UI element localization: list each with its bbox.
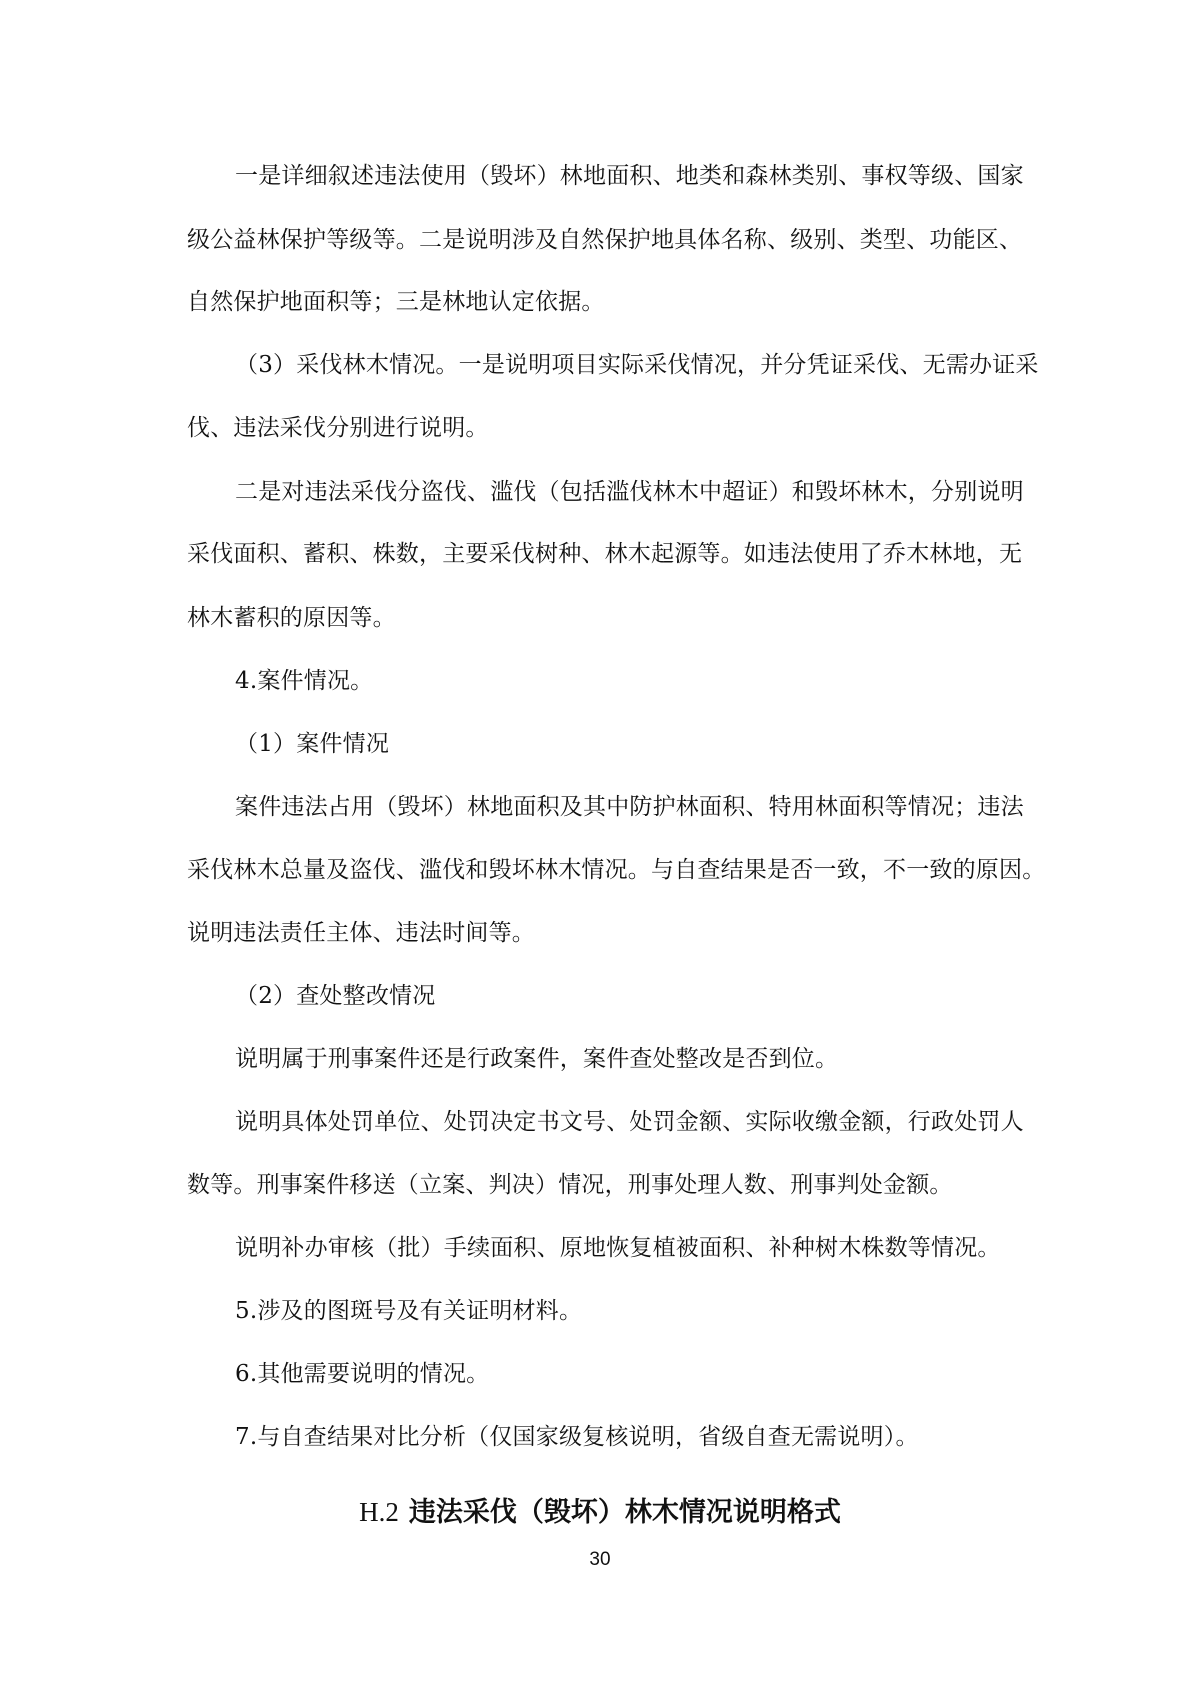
section-item: 7.与自查结果对比分析（仅国家级复核说明，省级自查无需说明）。: [235, 1424, 919, 1450]
paragraph-line: 说明属于刑事案件还是行政案件，案件查处整改是否到位。: [235, 1046, 839, 1072]
section-item: 4.案件情况。: [235, 668, 374, 694]
paragraph-line: 数等。刑事案件移送（立案、判决）情况，刑事处理人数、刑事判处金额。: [187, 1172, 953, 1198]
paragraph-line: 级公益林保护等级等。二是说明涉及自然保护地具体名称、级别、类型、功能区、: [187, 227, 1023, 253]
paragraph-line: 采伐面积、蓄积、株数，主要采伐树种、林木起源等。如违法使用了乔木林地，无: [187, 541, 1023, 567]
paragraph-line: （3）采伐林木情况。一是说明项目实际采伐情况，并分凭证采伐、无需办证采: [235, 352, 1039, 378]
paragraph-line: 伐、违法采伐分别进行说明。: [187, 415, 489, 441]
section-item: 6.其他需要说明的情况。: [235, 1361, 490, 1387]
section-heading-title: 违法采伐（毁坏）林木情况说明格式: [408, 1497, 841, 1528]
paragraph-line: 说明具体处罚单位、处罚决定书文号、处罚金额、实际收缴金额，行政处罚人: [235, 1109, 1024, 1135]
subsection-title: （1）案件情况: [235, 731, 390, 757]
paragraph-line: 二是对违法采伐分盗伐、滥伐（包括滥伐林木中超证）和毁坏林木，分别说明: [235, 479, 1024, 505]
paragraph-line: 案件违法占用（毁坏）林地面积及其中防护林面积、特用林面积等情况；违法: [235, 794, 1024, 820]
paragraph-line: 采伐林木总量及盗伐、滥伐和毁坏林木情况。与自查结果是否一致，不一致的原因。: [187, 857, 1046, 883]
section-heading: [0, 1494, 1200, 1531]
section-item: 5.涉及的图斑号及有关证明材料。: [235, 1298, 583, 1324]
paragraph-line: 自然保护地面积等；三是林地认定依据。: [187, 289, 605, 315]
subsection-title: （2）查处整改情况: [235, 983, 436, 1009]
paragraph-line: 一是详细叙述违法使用（毁坏）林地面积、地类和森林类别、事权等级、国家: [235, 163, 1024, 189]
page-number: 30: [589, 1549, 611, 1570]
paragraph-line: 说明补办审核（批）手续面积、原地恢复植被面积、补种树木株数等情况。: [235, 1235, 1001, 1261]
paragraph-line: 林木蓄积的原因等。: [187, 605, 396, 631]
section-heading-number: H.2: [359, 1497, 399, 1527]
paragraph-line: 说明违法责任主体、违法时间等。: [187, 920, 535, 946]
